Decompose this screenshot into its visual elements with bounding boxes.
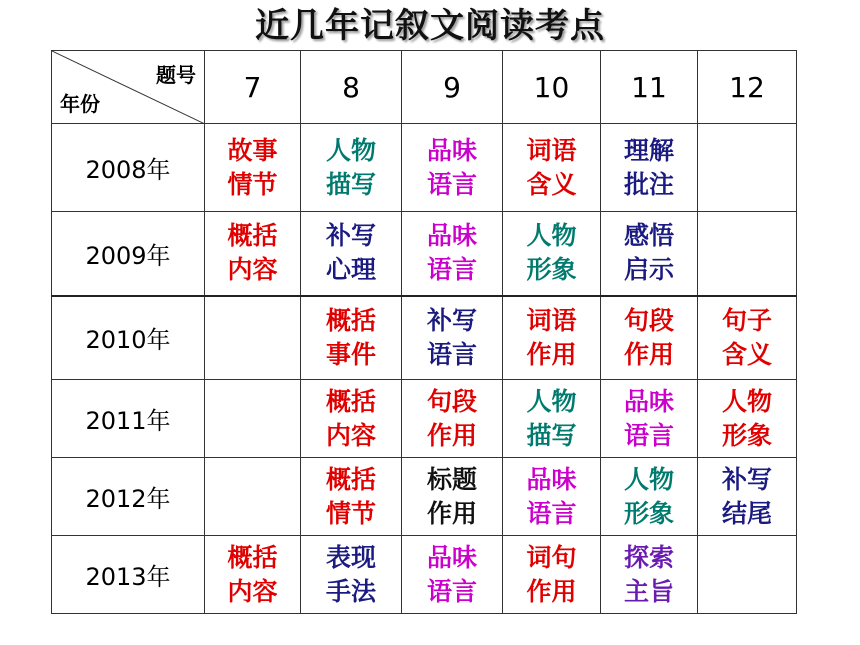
- year-cell: 2009年: [52, 212, 205, 296]
- column-header-9: 9: [402, 51, 503, 124]
- exam-point-line-1: 表现: [325, 542, 376, 572]
- exam-point-cell: [503, 296, 601, 380]
- exam-point-line-2: 内容: [227, 576, 278, 606]
- exam-point-line-1: 概括: [325, 464, 376, 494]
- exam-point-cell: [601, 458, 698, 536]
- exam-point-line-1: 理解: [623, 135, 674, 165]
- exam-point-line-1: 补写: [721, 464, 772, 494]
- exam-point-cell: [301, 124, 402, 212]
- table-row: [52, 212, 797, 296]
- exam-point-line-2: 作用: [526, 339, 577, 369]
- year-cell: 2013年: [52, 536, 205, 614]
- exam-point-line-1: 品味: [426, 135, 477, 165]
- exam-point-line-1: 标题: [426, 464, 477, 494]
- table-row: [52, 458, 797, 536]
- exam-point-cell: [503, 536, 601, 614]
- exam-point-line-2: 语言: [623, 420, 674, 450]
- exam-point-line-2: 内容: [325, 420, 376, 450]
- exam-point-line-2: 事件: [325, 339, 376, 369]
- exam-point-line-1: 人物: [623, 464, 674, 494]
- exam-point-cell: [698, 380, 797, 458]
- exam-point-line-1: 人物: [721, 386, 772, 416]
- exam-point-cell: [698, 296, 797, 380]
- table-row: [52, 380, 797, 458]
- exam-point-line-1: 补写: [426, 305, 477, 335]
- exam-point-line-2: 作用: [426, 420, 477, 450]
- exam-point-cell: [301, 380, 402, 458]
- column-header-12: 12: [698, 51, 797, 124]
- column-header-11: 11: [601, 51, 698, 124]
- exam-point-line-2: 描写: [325, 169, 376, 199]
- exam-point-line-1: 句段: [623, 305, 674, 335]
- exam-point-line-2: 内容: [227, 255, 278, 285]
- exam-point-cell: [698, 212, 797, 296]
- year-cell: 2010年: [52, 296, 205, 380]
- exam-point-line-1: 补写: [325, 221, 376, 251]
- exam-point-cell: [601, 536, 698, 614]
- exam-point-line-1: 概括: [227, 542, 278, 572]
- exam-point-cell: [698, 536, 797, 614]
- exam-point-cell: [301, 296, 402, 380]
- table-row: [52, 296, 797, 380]
- exam-point-line-1: 词语: [526, 135, 577, 165]
- exam-point-line-2: 含义: [721, 339, 772, 369]
- exam-point-line-2: 语言: [426, 255, 477, 285]
- exam-point-cell: [503, 212, 601, 296]
- year-cell: 2011年: [52, 380, 205, 458]
- exam-point-line-1: 人物: [325, 135, 376, 165]
- exam-point-line-1: 句子: [721, 305, 772, 335]
- exam-point-line-2: 语言: [426, 339, 477, 369]
- exam-point-line-2: 批注: [623, 169, 674, 199]
- exam-point-cell: [402, 380, 503, 458]
- table-row: [52, 536, 797, 614]
- exam-point-cell: [503, 458, 601, 536]
- exam-point-line-1: 概括: [325, 386, 376, 416]
- exam-point-line-2: 主旨: [623, 576, 674, 606]
- exam-point-cell: [698, 458, 797, 536]
- exam-point-line-2: 心理: [325, 255, 376, 285]
- exam-point-line-1: 词句: [526, 542, 577, 572]
- exam-point-line-1: 概括: [227, 221, 278, 251]
- corner-label-year: 年份: [60, 92, 100, 116]
- exam-point-line-1: 故事: [227, 135, 278, 165]
- exam-point-cell: [402, 458, 503, 536]
- exam-point-line-1: 概括: [325, 305, 376, 335]
- year-cell: 2012年: [52, 458, 205, 536]
- exam-point-line-1: 感悟: [623, 221, 674, 251]
- exam-point-cell: [698, 124, 797, 212]
- exam-point-cell: [402, 296, 503, 380]
- exam-point-cell: [301, 212, 402, 296]
- exam-point-cell: [503, 124, 601, 212]
- exam-point-line-1: 品味: [426, 542, 477, 572]
- exam-point-line-2: 启示: [623, 255, 674, 285]
- exam-points-table: [51, 50, 797, 614]
- table-row: [52, 124, 797, 212]
- exam-point-line-1: 词语: [526, 305, 577, 335]
- corner-header-cell: [52, 51, 205, 124]
- corner-label-question-number: 题号: [156, 63, 196, 87]
- exam-point-line-2: 作用: [426, 498, 477, 528]
- exam-point-line-1: 人物: [526, 386, 577, 416]
- exam-point-line-2: 语言: [426, 576, 477, 606]
- header-row: [52, 51, 797, 124]
- exam-point-line-1: 品味: [623, 386, 674, 416]
- exam-point-cell: [402, 212, 503, 296]
- exam-point-line-2: 作用: [526, 576, 577, 606]
- year-cell: 2008年: [52, 124, 205, 212]
- exam-point-line-2: 手法: [325, 576, 376, 606]
- exam-point-line-1: 句段: [426, 386, 477, 416]
- exam-point-cell: [301, 458, 402, 536]
- exam-point-cell: [205, 124, 301, 212]
- exam-point-line-2: 含义: [526, 169, 577, 199]
- exam-point-cell: [205, 458, 301, 536]
- exam-point-cell: [601, 124, 698, 212]
- exam-point-cell: [503, 380, 601, 458]
- exam-point-cell: [601, 212, 698, 296]
- column-header-8: 8: [301, 51, 402, 124]
- exam-point-line-2: 形象: [721, 420, 772, 450]
- exam-point-line-2: 情节: [227, 169, 278, 199]
- exam-point-cell: [205, 536, 301, 614]
- exam-point-cell: [205, 296, 301, 380]
- exam-point-cell: [402, 536, 503, 614]
- column-header-10: 10: [503, 51, 601, 124]
- exam-point-line-2: 结尾: [721, 498, 772, 528]
- exam-point-line-2: 情节: [325, 498, 376, 528]
- exam-point-cell: [205, 380, 301, 458]
- exam-point-line-2: 语言: [526, 498, 577, 528]
- exam-point-line-2: 形象: [623, 498, 674, 528]
- page-title: 近几年记叙文阅读考点: [255, 6, 605, 46]
- exam-point-line-2: 形象: [526, 255, 577, 285]
- exam-point-cell: [205, 212, 301, 296]
- exam-point-cell: [601, 380, 698, 458]
- exam-point-cell: [601, 296, 698, 380]
- exam-point-cell: [402, 124, 503, 212]
- exam-point-line-2: 描写: [526, 420, 577, 450]
- exam-point-line-1: 品味: [426, 221, 477, 251]
- exam-point-line-1: 探索: [623, 542, 674, 572]
- exam-point-cell: [301, 536, 402, 614]
- exam-point-line-2: 作用: [623, 339, 674, 369]
- exam-point-line-1: 品味: [526, 464, 577, 494]
- exam-point-line-2: 语言: [426, 169, 477, 199]
- exam-point-line-1: 人物: [526, 221, 577, 251]
- column-header-7: 7: [205, 51, 301, 124]
